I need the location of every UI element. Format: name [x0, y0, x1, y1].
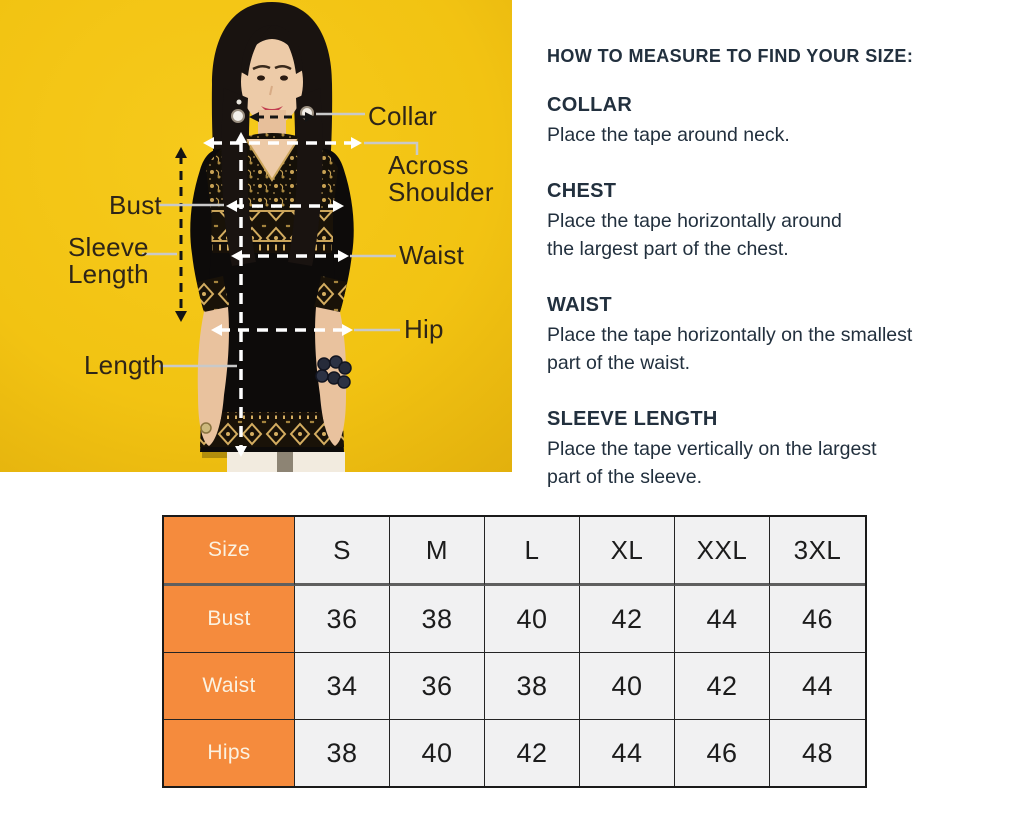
table-cell: 44: [770, 653, 865, 720]
table-header-size: Size: [164, 517, 295, 586]
instruction-section-sleeve: [547, 408, 1007, 491]
table-cell: 46: [675, 720, 770, 786]
section-heading: CHEST: [547, 180, 617, 202]
collar-label: Collar: [368, 101, 438, 131]
table-header-cell: XL: [580, 517, 675, 586]
instruction-section-chest: [547, 180, 1007, 263]
across-shoulder-label: [388, 152, 494, 206]
section-text: Place the tape horizontally around: [547, 210, 842, 232]
waist-label: Waist: [399, 240, 465, 270]
table-header-cell: 3XL: [770, 517, 865, 586]
section-heading: WAIST: [547, 294, 612, 316]
bust-label: Bust: [109, 190, 162, 220]
sleeve-length-label: [68, 234, 149, 288]
hem-band: [200, 419, 344, 447]
table-cell: 36: [390, 653, 485, 720]
table-cell: 40: [580, 653, 675, 720]
across-shoulder-label-line1: Across: [388, 150, 469, 180]
hip-label: Hip: [404, 314, 444, 344]
table-header-cell: M: [390, 517, 485, 586]
table-header-cell: L: [485, 517, 580, 586]
table-cell: 48: [770, 720, 865, 786]
earring-left: [232, 110, 244, 122]
table-cell: 40: [390, 720, 485, 786]
across-shoulder-label-line2: Shoulder: [388, 177, 494, 207]
instructions-title: HOW TO MEASURE TO FIND YOUR SIZE:: [547, 46, 914, 66]
instruction-section-waist: [547, 294, 1007, 377]
leggings: [227, 452, 277, 472]
table-cell: 42: [580, 586, 675, 653]
table-cell: 36: [295, 586, 390, 653]
model-illustration: [190, 2, 353, 472]
table-cell: 38: [485, 653, 580, 720]
section-text: Place the tape vertically on the largest: [547, 438, 877, 460]
length-label: Length: [84, 350, 165, 380]
size-chart-table: [162, 515, 867, 788]
table-row-label-waist: Waist: [164, 653, 295, 720]
table-cell: 42: [675, 653, 770, 720]
measurement-diagram: [0, 0, 512, 472]
section-text: part of the waist.: [547, 352, 691, 374]
instruction-section-collar: [547, 94, 1007, 149]
section-heading: COLLAR: [547, 94, 633, 116]
section-text: Place the tape around neck.: [547, 124, 790, 146]
table-header-cell: XXL: [675, 517, 770, 586]
section-text: Place the tape horizontally on the smallest: [547, 324, 913, 346]
table-cell: 38: [295, 720, 390, 786]
sleeve-length-label-line1: Sleeve: [68, 232, 149, 262]
table-row-label-hips: Hips: [164, 720, 295, 786]
table-cell: 34: [295, 653, 390, 720]
section-heading: SLEEVE LENGTH: [547, 408, 718, 430]
table-cell: 46: [770, 586, 865, 653]
section-text: the largest part of the chest.: [547, 238, 789, 260]
sleeve-length-label-line2: Length: [68, 259, 149, 289]
table-cell: 42: [485, 720, 580, 786]
table-cell: 44: [580, 720, 675, 786]
table-header-cell: S: [295, 517, 390, 586]
table-row-label-bust: Bust: [164, 586, 295, 653]
measure-instructions: [547, 46, 1007, 491]
table-cell: 40: [485, 586, 580, 653]
ring: [201, 423, 211, 433]
table-cell: 38: [390, 586, 485, 653]
table-cell: 44: [675, 586, 770, 653]
section-text: part of the sleeve.: [547, 466, 703, 488]
